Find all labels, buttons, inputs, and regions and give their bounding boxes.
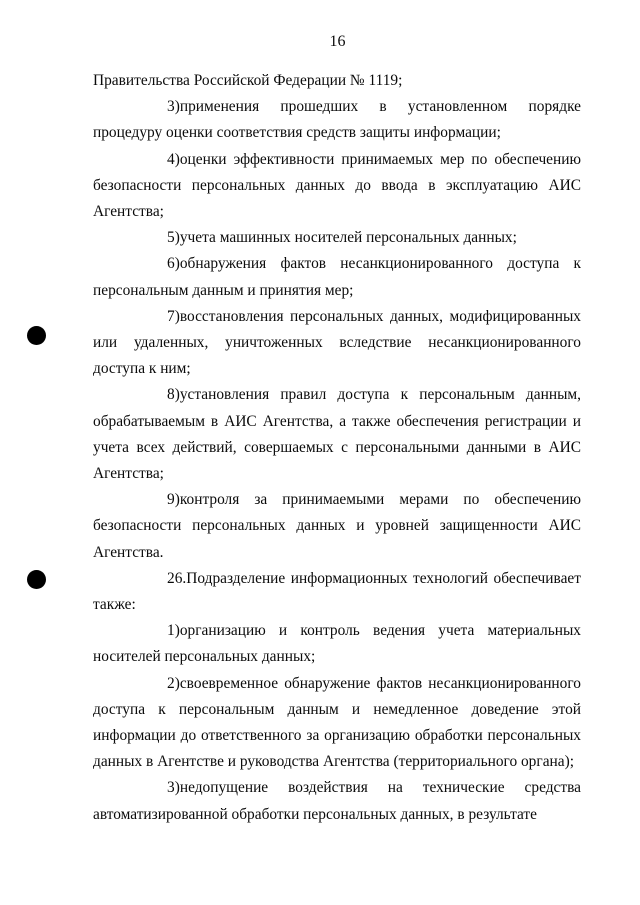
page-number: 16 bbox=[329, 33, 346, 50]
punch-hole-mark bbox=[27, 326, 46, 345]
item-number: 5) bbox=[167, 229, 180, 247]
paragraph-text: Подразделение информационных технологий обеспечивает также: bbox=[93, 569, 581, 614]
list-item bbox=[93, 618, 581, 670]
list-item bbox=[93, 147, 581, 226]
list-item bbox=[93, 251, 581, 303]
section-paragraph bbox=[93, 566, 581, 618]
item-number: 8) bbox=[167, 386, 180, 404]
item-number: 7) bbox=[167, 307, 180, 325]
item-number: 1) bbox=[167, 622, 180, 640]
paragraph-text: применения прошедших в установленном порядке процедуру оценки соответствия средств защиты информации; bbox=[93, 98, 581, 142]
paragraph-text: контроля за принимаемыми мерами по обеспечению безопасности персональных данных и уровней защищенности АИС Агентства. bbox=[93, 491, 581, 561]
punch-hole-mark bbox=[27, 570, 46, 589]
paragraph-text: обнаружения фактов несанкционированного доступа к персональным данным и принятия мер; bbox=[93, 255, 581, 299]
paragraph-text: своевременное обнаружение фактов несанкционированного доступа к персональным данным и немедленное доведение этой информации до ответственного за организацию обработки персональных данных в Агентстве и руководства Агентства (территориального органа); bbox=[93, 674, 581, 771]
list-item bbox=[93, 671, 581, 776]
list-item bbox=[93, 382, 581, 487]
item-number: 6) bbox=[167, 255, 180, 273]
paragraph-text: восстановления персональных данных, модифицированных или удаленных, уничтоженных вследствие несанкционированного доступа к ним; bbox=[93, 307, 581, 378]
paragraph-text: учета машинных носителей персональных данных; bbox=[179, 229, 517, 247]
paragraph-text: недопущение воздействия на технические средства автоматизированной обработки персональных данных, в результате bbox=[93, 779, 581, 823]
item-number: 3) bbox=[167, 779, 180, 797]
paragraph-continuation bbox=[93, 68, 581, 94]
list-item bbox=[93, 304, 581, 383]
paragraph-text: Правительства Российской Федерации № 1119; bbox=[93, 72, 403, 89]
item-number: 3) bbox=[167, 98, 180, 116]
item-number: 9) bbox=[167, 491, 180, 509]
item-number: 2) bbox=[167, 674, 180, 692]
paragraph-text: оценки эффективности принимаемых мер по обеспечению безопасности персональных данных до ввода в эксплуатацию АИС Агентства; bbox=[93, 150, 581, 221]
document-body bbox=[93, 68, 581, 828]
list-item bbox=[93, 775, 581, 827]
paragraph-text: установления правил доступа к персональным данным, обрабатываемым в АИС Агентства, а также обеспечения регистрации и учета всех действий, совершаемых с персональными данными в АИС Агентства; bbox=[93, 386, 581, 483]
list-item bbox=[93, 225, 581, 251]
list-item bbox=[93, 487, 581, 566]
section-number: 26. bbox=[167, 569, 187, 587]
item-number: 4) bbox=[167, 150, 180, 168]
list-item bbox=[93, 94, 581, 146]
paragraph-text: организацию и контроль ведения учета материальных носителей персональных данных; bbox=[93, 622, 581, 666]
